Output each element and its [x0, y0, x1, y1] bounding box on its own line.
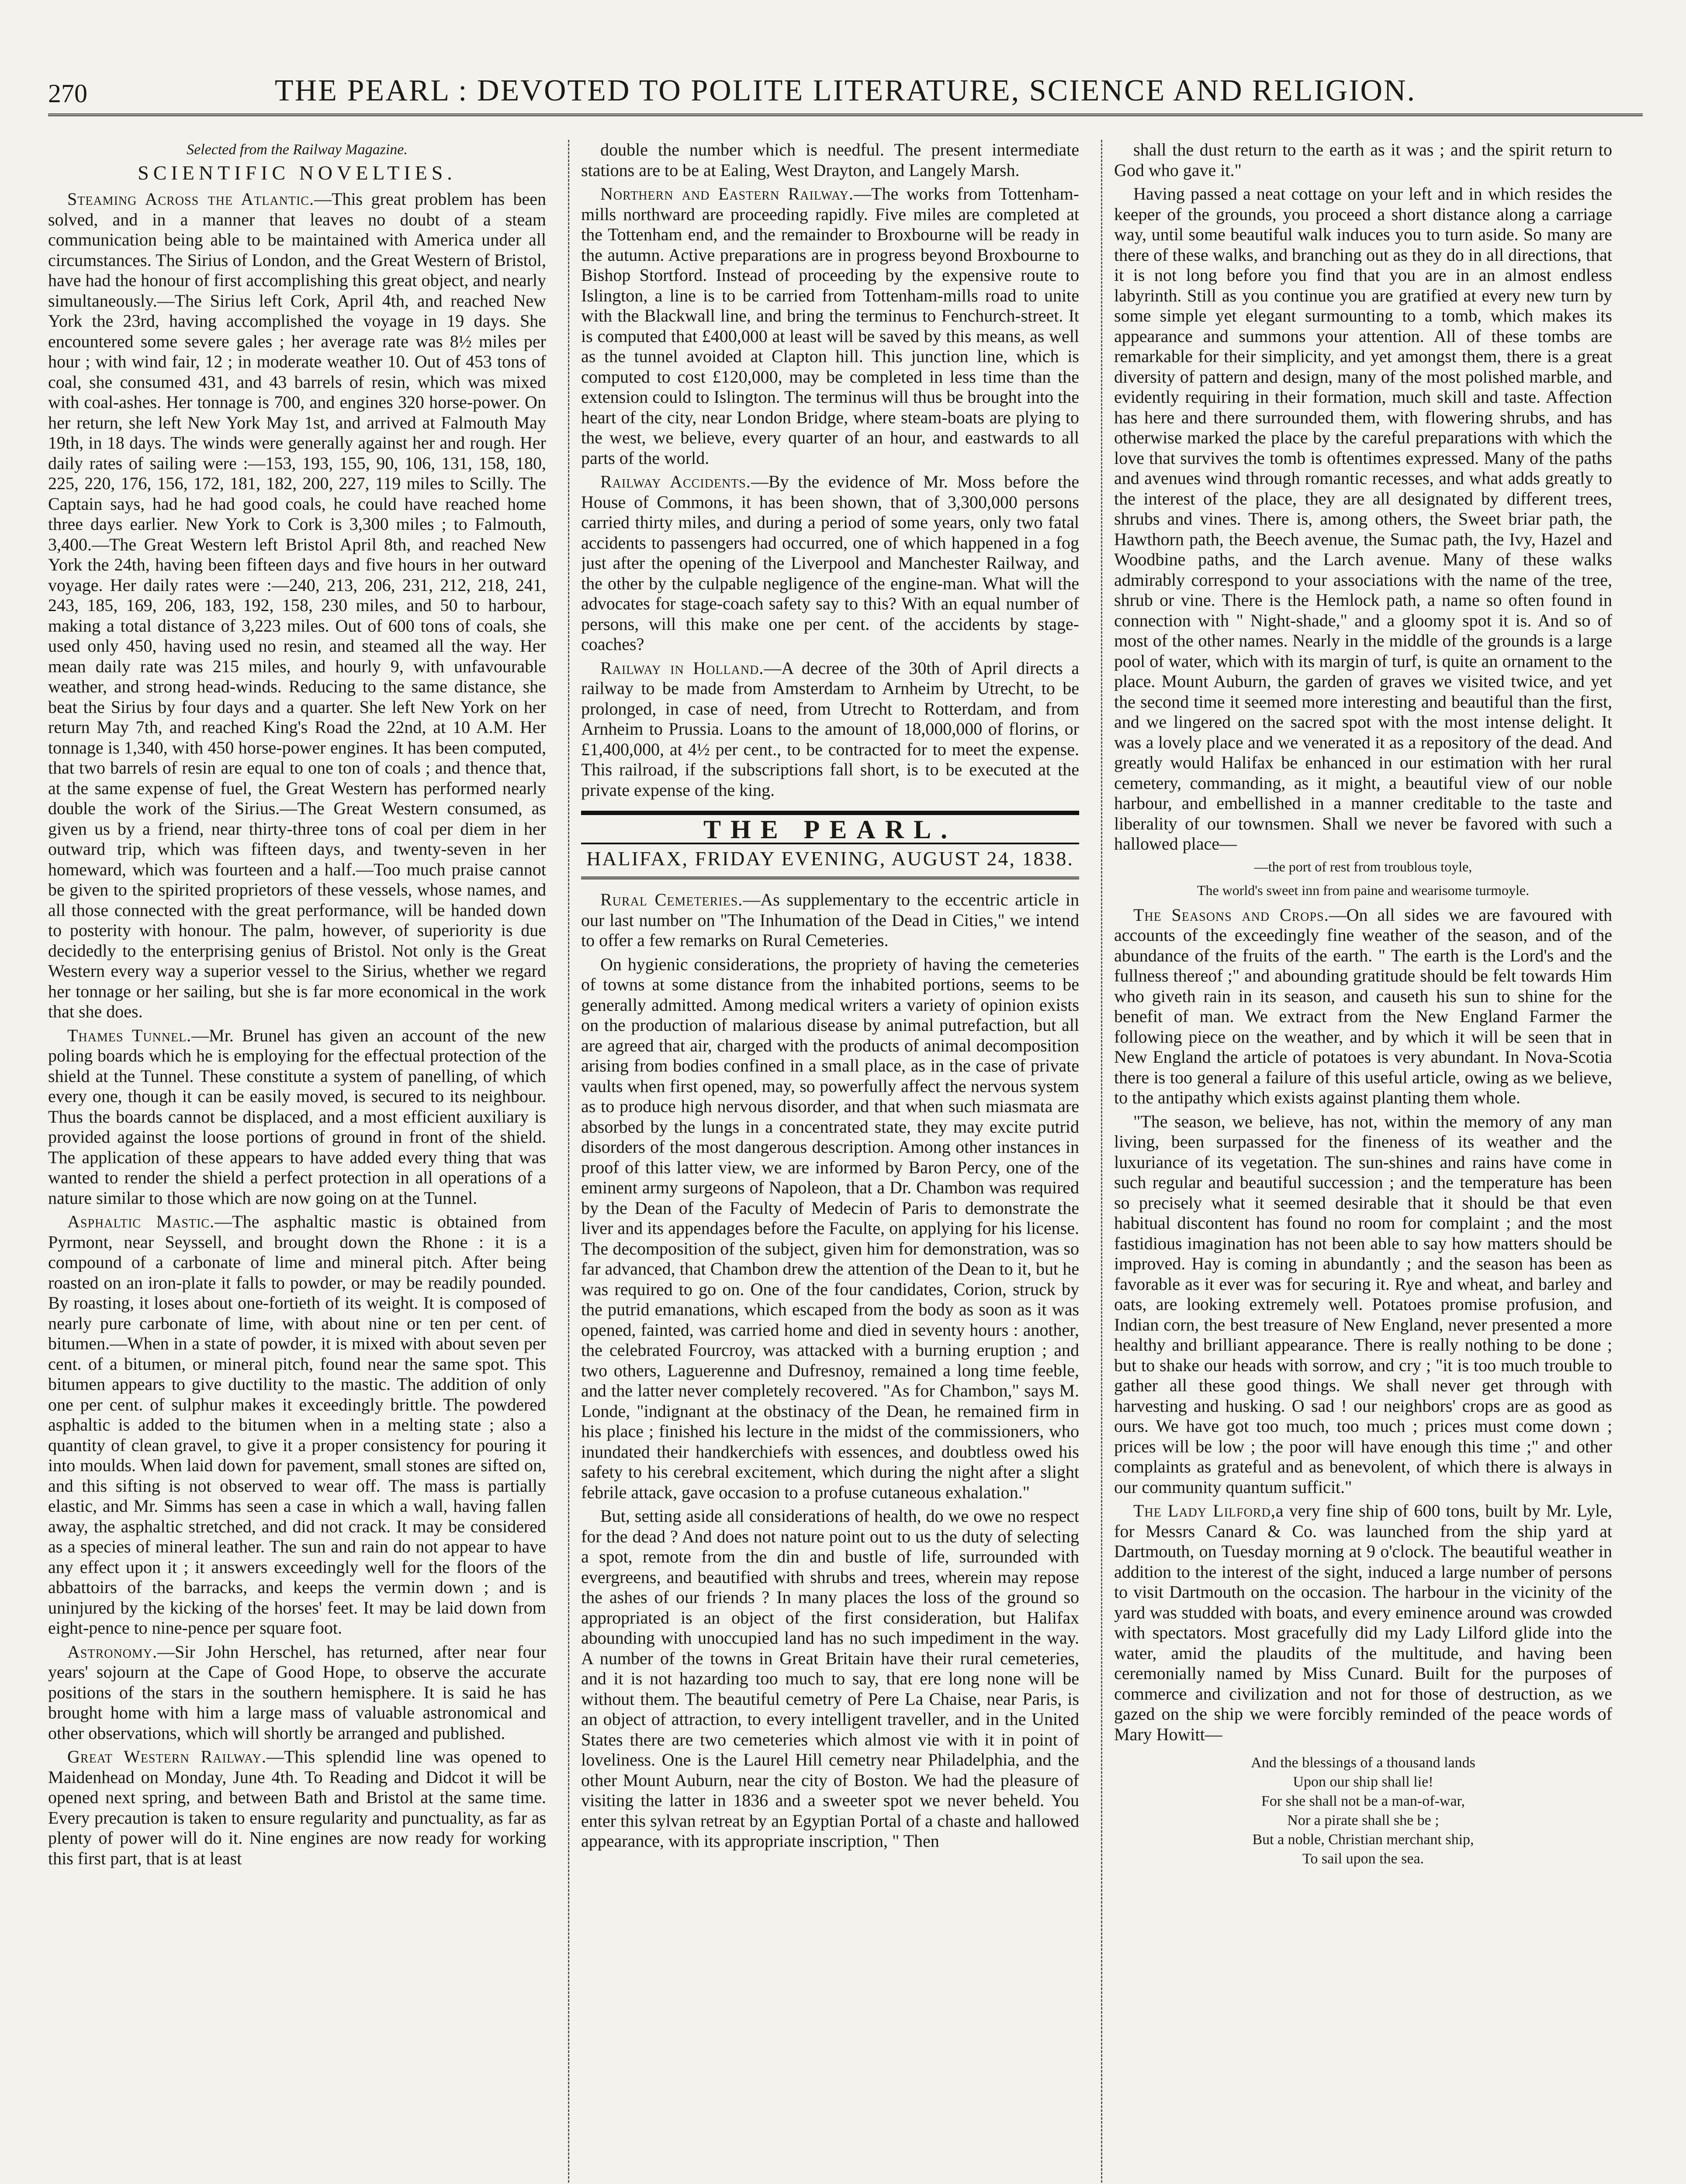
poem-line: Upon our ship shall lie!: [1293, 1774, 1433, 1790]
article-text: —Sir John Herschel, has returned, after near four years' sojourn at the Cape of Good Hope, to observe the accurate positions of the stars in the southern hemisphere. It is said he has brought home with him a large mass of valuable astronomical and other observations, which will shortly be arranged and published.: [48, 1641, 546, 1743]
poem: [1114, 1753, 1612, 1869]
article-thames-tunnel: [48, 1026, 546, 1209]
article-great-western-railway: [48, 1747, 546, 1869]
article-seasons-crops: [1114, 905, 1612, 1108]
page-number: 270: [48, 79, 87, 108]
article-rural-cemeteries: [581, 890, 1079, 951]
article-lady-lilford: [1114, 1501, 1612, 1745]
article-text: —A decree of the 30th of April directs a railway to be made from Amsterdam to Arnheim by Utrecht, to be prolonged, in case of need, from Utrecht to Rotterdam, and from Arnheim to Prussia. Loans to the amount of 18,000,000 of florins, or £1,400,000, at 4½ per cent., to be contracted for to meet the expense. This railroad, if the subscriptions fall short, is to be executed at the private expense of the king.: [581, 658, 1079, 800]
article-text: —This splendid line was opened to Maidenhead on Monday, June 4th. To Reading and Didcot it will be opened next spring, and between Bath and Bristol at the same time. Every precaution is taken to ensure regularity and punctuality, as far as plenty of power will do it. Nine engines are now ready for working this first part, that is at least: [48, 1747, 546, 1868]
verse-line: The world's sweet inn from paine and wearisome turmoyle.: [1197, 882, 1530, 898]
page-header: [48, 66, 1643, 116]
poem-line: For she shall not be a man-of-war,: [1261, 1793, 1465, 1809]
article-text: —As supplementary to the eccentric article in our last number on "The Inhumation of the Dead in Cities," we intend to offer a few remarks on Rural Cemeteries.: [581, 890, 1079, 950]
article-heading: Rural Cemeteries.: [600, 890, 743, 909]
article-northern-eastern-railway: [581, 184, 1079, 468]
poem-line: And the blessings of a thousand lands: [1251, 1755, 1475, 1771]
article-heading: Thames Tunnel.: [67, 1025, 192, 1045]
article-heading: Asphaltic Mastic.: [67, 1212, 215, 1231]
article-text: —On all sides we are favoured with accounts of the exceedingly fine weather of the season, and of the abundance of the fruits of the earth. " The earth is the Lord's and the fullness thereof ;" and abounding gratitude should be felt towards Him who giveth rain in its season, and causeth his sun to shine for the benefit of man. We extract from the New England Farmer the following piece on the weather, and by which it will be seen that in New England the article of potatoes is very abundant. In Nova-Scotia there is too general a failure of this useful article, owing as we believe, to the antipathy which exists against planting them whole.: [1114, 905, 1612, 1107]
column-2: [581, 140, 1079, 2184]
article-text: a very fine ship of 600 tons, built by Mr. Lyle, for Messrs Canard & Co. was launched from the ship yard at Dartmouth, on Tuesday morning at 9 o'clock. The beautiful weather in addition to the interest of the sight, induced a large number of persons to visit Dartmouth on the occasion. The harbour in the vicinity of the yard was studded with boats, and every eminence around was crowded with spectators. Most gracefully did my Lady Lilford glide into the water, amid the plaudits of the multitude, and having been ceremonially named by Miss Cunard. Built for the purposes of commerce and civilization and not for those of destruction, as we gazed on the ship we were forcibly reminded of the peace words of Mary Howitt—: [1114, 1501, 1612, 1744]
poem-line: To sail upon the sea.: [1302, 1851, 1424, 1867]
article-text: —This great problem has been solved, and in a manner that leaves no doubt of a steam communication being able to be maintained with America under all circumstances. The Sirius of London, and the Great Western of Bristol, have had the honour of first accomplishing this great object, and nearly simultaneously.—The Sirius left Cork, April 4th, and reached New York the 23rd, having accomplished the voyage in 19 days. She encountered some severe gales ; her average rate was 8½ miles per hour ; with wind fair, 12 ; in moderate weather 10. Out of 453 tons of coal, she consumed 431, and 43 barrels of resin, which was mixed with coal-ashes. Her tonnage is 700, and engines 320 horse-power. On her return, she left New York May 1st, and arrived at Falmouth May 19th, in 18 days. The winds were generally against her and rough. Her daily rates of sailing were :—153, 193, 155, 90, 106, 131, 158, 180, 225, 220, 176, 156, 172, 181, 182, 200, 227, 119 miles to Scilly. The Captain says, had he had good coals, he could have reached home three days earlier. New York to Cork is 3,300 miles ; to Falmouth, 3,400.—The Great Western left Bristol April 8th, and reached New York the 24th, having been fifteen days and five hours in her outward voyage. Her daily rates were :—240, 213, 206, 231, 212, 218, 241, 243, 185, 169, 206, 183, 192, 158, 230 miles, and 50 to harbour, making a total distance of 3,223 miles. Out of 600 tons of coals, she used only 450, having used no resin, and steamed all the way. Her mean daily rate was 215 miles, and hourly 9, with unfavourable weather, and strong head-winds. Reducing to the same distance, she beat the Sirius by four days and a quarter. She left New York on her return May 7th, and reached King's Road the 22nd, at 10 A.M. Her tonnage is 1,340, with 450 horse-power engines. It has been computed, that two barrels of resin are equal to one ton of coals ; and thence that, at the same expense of fuel, the Great Western has performed nearly double the work of the Sirius.—The Great Western consumed, as given us by a friend, near thirty-three tons of coal per diem in her outward trip, which was fifteen days, and twenty-seven in her homeward, which was fourteen and a half.—Too much praise cannot be given to the spirited proprietors of these vessels, whose names, and all those connected with the great performance, will be handed down to posterity with honour. The palm, however, of superiority is due decidedly to the enterprising genius of Bristol. Not only is the Great Western every way a superior vessel to the Sirius, whether we regard her tonnage or her sailing, but she is far more economical in the work that she does.: [48, 189, 546, 1021]
article-heading: Railway in Holland.: [600, 658, 764, 678]
article-continuation: shall the dust return to the earth as it was ; and the spirit return to God who gave it.": [1114, 140, 1612, 180]
column-divider: [1101, 140, 1102, 2184]
article-text: —The asphaltic mastic is obtained from Pyrmont, near Seyssell, and brought down the Rhone : it is a compound of a carbonate of lime and mineral pitch. After being roasted on an iron-plate it falls to powder, or may be readily pounded. By roasting, it loses about one-fortieth of its weight. It is composed of nearly pure carbonate of lime, with about nine or ten per cent. of bitumen.—When in a state of powder, it is mixed with about seven per cent. of a bitumen, or mineral pitch, found near the same spot. This bitumen appears to give ductility to the mastic. The addition of only one per cent. of sulphur makes it exceedingly brittle. The powdered asphaltic is added to the bitumen when in a melting state ; also a quantity of clean gravel, to give it a proper consistency for pouring it into moulds. When laid down for pavement, small stones are sifted on, and this sifting is not observed to wear off. The mass is partially elastic, and Mr. Simms has seen a case in which a wall, having fallen away, the asphaltic stretched, and did not crack. It may be considered as a species of mineral leather. The sun and rain do not appear to have any effect upon it ; it answers exceedingly well for the floors of the abbattoirs of the barracks, and keeps the vermin down ; and is uninjured by the kicking of the horses' feet. It may be laid down from eight-pence to nine-pence per square foot.: [48, 1212, 546, 1638]
article-heading: Astronomy.: [67, 1641, 158, 1662]
article-railway-accidents: [581, 472, 1079, 655]
article-paragraph: But, setting aside all considerations of health, do we owe no respect for the dead ? And does not nature point out to us the duty of selecting a spot, remote from the din and bustle of life, surrounded with evergreens, and beautified with shrubs and trees, wherein may repose the ashes of our friends ? In many places the loss of the ground so appropriated is an object of the first consideration, but Halifax abounding with unoccupied land has no such impediment in the way. A number of the towns in Great Britain have their rural cemeteries, and it is not hazarding too much to say, that ere long none will be without them. The beautiful cemetry of Pere La Chaise, near Paris, is an object of attraction, to every intelligent traveller, and in the United States there are two cemeteries which almost vie with it in point of loveliness. One is the Laurel Hill cemetry near Philadelphia, and the other Mount Auburn, near the city of Boston. We had the pleasure of visiting the latter in 1836 and a sweeter spot we never beheld. You enter this sylvan retreat by an Egyptian Portal of a chaste and hallowed appearance, with its appropriate inscription, " Then: [581, 1506, 1079, 1851]
article-paragraph: "The season, we believe, has not, within the memory of any man living, been surpassed for the fineness of its weather and the luxuriance of its vegetation. The sun-shines and rains have come in such regular and beautiful succession ; and the temperature has been so precisely what it seemed desirable that it should be that even habitual discontent has found no room for complaint ; and the most fastidious imagination has not been able to say how matters should be improved. Hay is coming in abundantly ; and the season has been as favorable as it ever was for securing it. Rye and wheat, and barley and oats, are looking extremely well. Potatoes promise profusion, and Indian corn, the best treasure of New England, never presented a more healthy and brilliant appearance. There is really nothing to be done ; but to shake our heads with sorrow, and cry ; "it is too much trouble to gather all these good things. We shall never get through with harvesting and husking. O sad ! our neighbors' crops are as good as ours. We have got too much, too much ; prices must come down ; prices will be low ; the poor will have enough this time ;" and other complaints as grateful and as benevolent, of which there is always in our community quantum sufficit.": [1114, 1111, 1612, 1497]
article-text: —Mr. Brunel has given an account of the new poling boards which he is employing for the effectual protection of the shield at the Tunnel. These constitute a system of panelling, of which every one, though it can be easily moved, is secured to its neighbour. Thus the boards cannot be displaced, and a most efficient auxiliary is provided against the loose portions of ground in front of the shield. The application of these appears to have added every thing that was wanted to render the shield a perfect protection in all operations of a nature similar to those which are now going on at the Tunnel.: [48, 1025, 546, 1208]
article-astronomy: [48, 1642, 546, 1744]
column-1: [48, 140, 546, 2184]
column-divider: [568, 140, 569, 2184]
column-3: [1114, 140, 1612, 2184]
verse-line: —the port of rest from troublous toyle,: [1254, 858, 1472, 874]
article-paragraph: Having passed a neat cottage on your left and in which resides the keeper of the grounds, you proceed a short distance along a carriage way, until some beautiful walk induces you to turn aside. So many are there of these walks, and branching out as they do in all directions, that it is not long before you find that you are in an almost endless labyrinth. Still as you continue you are gratified at every new turn by some simple yet elegant surmounting to a tomb, which makes its appearance and summons your attention. All of these tombs are remarkable for their simplicity, and yet amongst them, there is a great diversity of pattern and design, many of the most polished marble, and evidently requiring in their formation, much skill and taste. Affection has here and there surrounded them, with flowering shrubs, and has otherwise marked the place by the careful preparations with which the love that survives the tomb is oftentimes expressed. Many of the paths and avenues wind through romantic recesses, and what adds greatly to the interest of the place, they are all designated by different trees, shrubs and vines. There is, among others, the Sweet briar path, the Hawthorn path, the Beech avenue, the Sumac path, the Ivy, Hazel and Woodbine paths, and the Larch avenue. Many of these walks admirably correspond to your associations with the name of the tree, shrub or vine. There is the Hemlock path, a name so often found in connection with " Night-shade," and a gloomy spot it is. And so of most of the other names. Nearly in the middle of the grounds is a large pool of water, which with its margin of turf, is quite an ornament to the place. Mount Auburn, the garden of graves we visited twice, and yet the second time it seemed more interesting and beautiful than the first, and we lingered on the sacred spot with the most intense delight. It was a lovely place and we venerated it as a repository of the dead. And greatly would Halifax be enhanced in our estimation with her rural cemetery, commanding, as it might, a beautiful view of our noble harbour, and embellished in a manner creditable to the taste and liberality of our townsmen. Shall we never be favored with such a hallowed place—: [1114, 184, 1612, 854]
article-heading: Steaming Across the Atlantic.: [67, 189, 314, 209]
article-continuation: double the number which is needful. The present intermediate stations are to be at Ealing, West Drayton, and Langely Marsh.: [581, 140, 1079, 180]
section-heading: SCIENTIFIC NOVELTIES.: [138, 161, 457, 184]
article-railway-holland: [581, 658, 1079, 801]
article-heading: Great Western Railway.: [67, 1747, 267, 1766]
editorial-title: THE PEARL.: [581, 811, 1079, 844]
article-asphaltic-mastic: [48, 1212, 546, 1638]
masthead-title: THE PEARL : DEVOTED TO POLITE LITERATURE, SCIENCE AND RELIGION.: [274, 74, 1416, 107]
dateline: HALIFAX, FRIDAY EVENING, AUGUST 24, 1838.: [581, 849, 1079, 880]
article-paragraph: On hygienic considerations, the propriety of having the cemeteries of towns at some distance from the inhabited portions, seems to be generally admitted. Among medical writers a variety of opinion exists on the production of malarious disease by animal putrefaction, but all are agreed that air, charged with the products of animal decomposition arising from bodies confined in a small place, as in the case of private vaults when first opened, may, so powerfully affect the nervous system as to produce high nervous disorder, and that when such miasmata are absorbed by the lungs in a concentrated state, they may excite putrid disorders of the most dangerous description. Among other instances in proof of this latter view, we are informed by Baron Percy, one of the eminent army surgeons of Napoleon, that a Dr. Chambon was required by the Dean of the Faculty of Medecin of Paris to demonstrate the liver and its appendages before the Faculte, on applying for his license. The decomposition of the subject, given him for demonstration, was so far advanced, that Chambon drew the attention of the Dean to it, but he was required to go on. One of the four candidates, Corion, struck by the putrid emanations, which escaped from the body as soon as it was opened, fainted, was carried home and died in seventy hours : another, the celebrated Fourcroy, was attacked with a burning eruption ; and two others, Laguerenne and Dufresnoy, remained a long time feeble, and the latter never completely recovered. "As for Chambon," says M. Londe, "indignant at the obstinacy of the Dean, he remained firm in his place ; finished his lecture in the midst of the commissioners, who inundated their handkerchiefs with essences, and doubtless owed his safety to his cerebral excitement, which during the night after a slight febrile attack, gave occasion to a profuse cutaneous exhalation.": [581, 954, 1079, 1502]
article-text: —By the evidence of Mr. Moss before the House of Commons, it has been shown, that of 3,300,000 persons carried thirty miles, and during a period of some years, only two fatal accidents to passengers had occurred, one of which happened in a fog just after the opening of the Liverpool and Manchester Railway, and the other by the culpable negligence of the engine-man. What will the advocates for stage-coach safety say to this? With an equal number of persons, will this make one per cent. of the accidents by stage-coaches?: [581, 472, 1079, 654]
poem-line: But a noble, Christian merchant ship,: [1252, 1832, 1474, 1848]
article-steaming: [48, 189, 546, 1022]
article-heading: The Seasons and Crops.: [1133, 905, 1329, 925]
source-credit: Selected from the Railway Magazine.: [187, 142, 408, 158]
poem-line: Nor a pirate shall she be ;: [1287, 1812, 1439, 1828]
article-heading: Railway Accidents.: [600, 472, 751, 491]
article-heading: The Lady Lilford,: [1133, 1501, 1276, 1521]
article-text: —The works from Tottenham-mills northward are proceeding rapidly. Five miles are completed at the Tottenham end, and the remainder to Broxbourne will be ready in the autumn. Active preparations are in progress beyond Broxbourne to Bishop Stortford. Instead of proceeding by the expensive route to Islington, a line is to be carried from Tottenham-mills road to unite with the Blackwall line, and bring the terminus to Fenchurch-street. It is computed that £400,000 at least will be saved by this means, as well as the tunnel avoided at Clapton hill. This junction line, which is computed to cost £120,000, may be completed in less time than the extension could to Islington. The terminus will thus be brought into the heart of the city, near London Bridge, where steam-boats are plying to the west, we believe, every quarter of an hour, and eastwards to all parts of the world.: [581, 184, 1079, 468]
article-heading: Northern and Eastern Railway.: [600, 184, 854, 204]
